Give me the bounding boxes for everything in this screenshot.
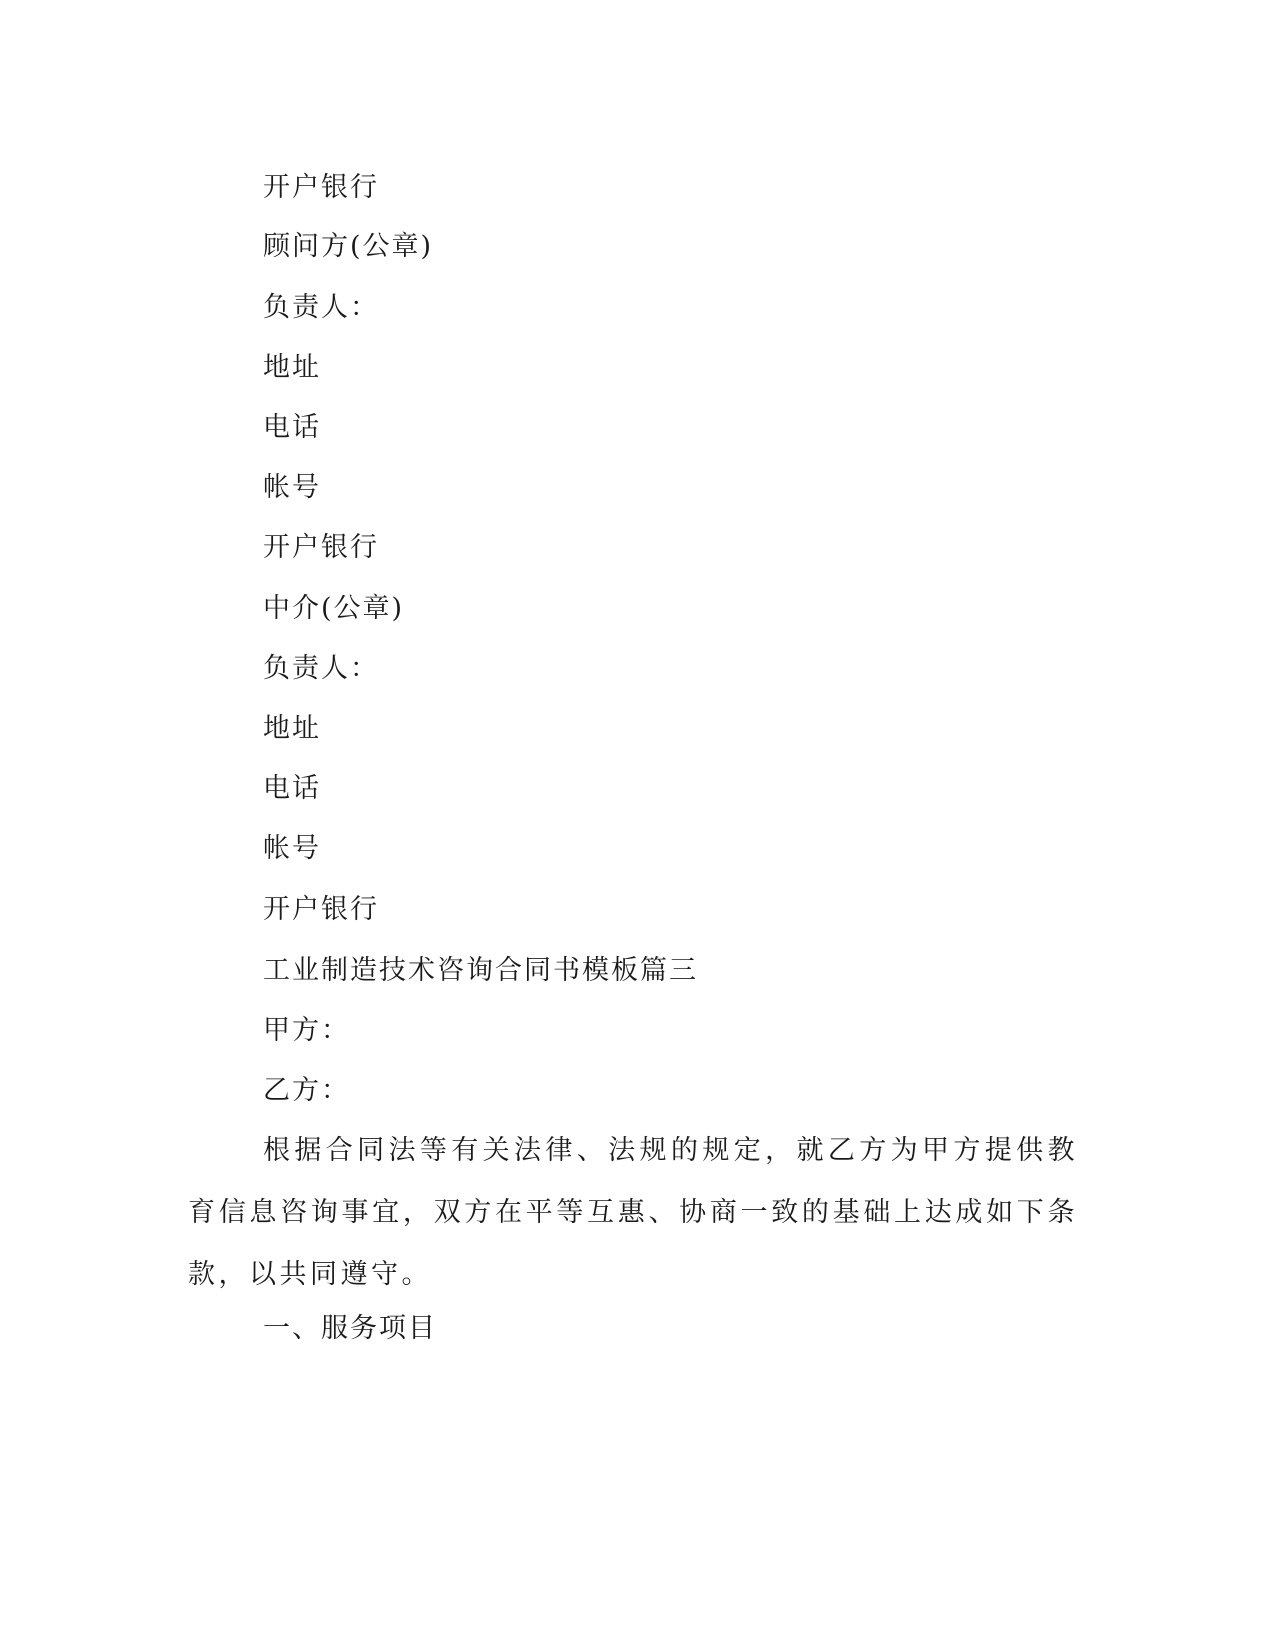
party-a-label: 甲方： bbox=[263, 1015, 350, 1046]
phone-label-1: 电话 bbox=[263, 412, 321, 443]
account-label-2: 帐号 bbox=[263, 833, 321, 864]
responsible-person-label-1: 负责人： bbox=[263, 292, 379, 323]
party-b-label: 乙方： bbox=[263, 1075, 350, 1106]
address-label-2: 地址 bbox=[263, 713, 321, 744]
bank-label-2: 开户银行 bbox=[263, 532, 379, 563]
bank-label-3: 开户银行 bbox=[263, 894, 379, 925]
contract-title: 工业制造技术咨询合同书模板篇三 bbox=[263, 955, 698, 986]
intermediary-seal-label: 中介(公章) bbox=[263, 593, 405, 624]
phone-label-2: 电话 bbox=[263, 773, 321, 804]
account-label-1: 帐号 bbox=[263, 472, 321, 503]
preamble-paragraph: 根据合同法等有关法律、法规的规定，就乙方为甲方提供教育信息咨询事宜，双方在平等互惠、协商一致的基础上达成如下条款，以共同遵守。 bbox=[188, 1135, 1078, 1290]
address-label-1: 地址 bbox=[263, 352, 321, 383]
consultant-seal-label: 顾问方(公章) bbox=[263, 231, 434, 262]
responsible-person-label-2: 负责人： bbox=[263, 653, 379, 684]
bank-label-1: 开户银行 bbox=[263, 172, 379, 203]
section-heading: 一、服务项目 bbox=[263, 1313, 437, 1344]
